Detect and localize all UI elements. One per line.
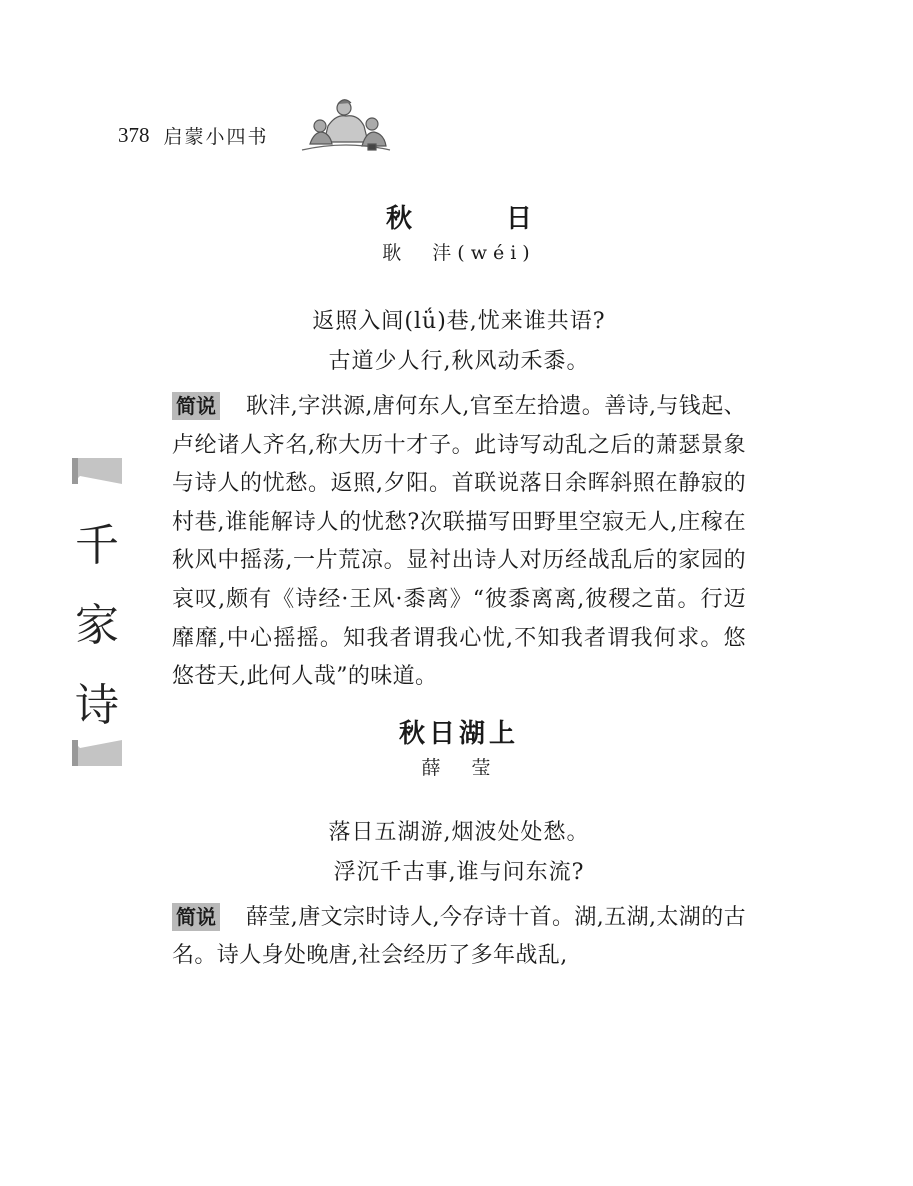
- poem-author: 耿 沣(wéi): [382, 242, 536, 264]
- poem-verse: 古道少人行,秋风动禾黍。: [328, 349, 590, 374]
- side-tab-top-bar: [72, 458, 122, 484]
- side-tab-bottom-bar: [72, 740, 122, 766]
- poem-title: 秋日湖上: [398, 718, 519, 749]
- commentary-paragraph: [172, 388, 746, 697]
- side-tab-char: 家: [75, 600, 119, 651]
- side-tab-char: 千: [75, 520, 119, 571]
- poem-title: 秋 日: [385, 204, 566, 234]
- poem-verse: 落日五湖游,烟波处处愁。: [328, 819, 590, 845]
- commentary-paragraph: [172, 899, 746, 976]
- page-number: 378: [118, 122, 150, 147]
- commentary-text: 薛莹,唐文宗时诗人,今存诗十首。湖,五湖,太湖的古名。诗人身处晚唐,社会经历了多年战乱,: [172, 904, 746, 969]
- page-header: [118, 120, 269, 150]
- commentary-text: 耿沣,字洪源,唐何东人,官至左拾遗。善诗,与钱起、卢纶诸人齐名,称大历十才子。此诗写动乱之后的萧瑟景象与诗人的忧愁。返照,夕阳。首联说落日余晖斜照在静寂的村巷,谁能解诗人的忧愁?次联描写田野里空寂无人,庄稼在秋风中摇荡,一片荒凉。显衬出诗人对历经战乱后的家园的哀叹,颇有《诗经·王风·黍离》“彼黍离离,彼稷之苗。行迈靡靡,中心摇摇。知我者谓我心忧,不知我者谓我何求。悠悠苍天,此何人哉”的味道。: [172, 394, 746, 690]
- section-side-tab: [72, 458, 124, 770]
- side-tab-char: 诗: [75, 680, 119, 731]
- commentary-tag: 简说: [172, 903, 220, 931]
- book-title: 启蒙小四书: [163, 125, 269, 148]
- poem-verse: 返照入闾(lǘ)巷,忧来谁共语?: [312, 309, 606, 334]
- commentary-tag: 简说: [172, 392, 220, 420]
- header-illustration: [298, 96, 394, 158]
- poem-author: 薛 莹: [421, 756, 497, 779]
- page-content: [172, 200, 746, 976]
- poem-verse: 浮沉千古事,谁与问东流?: [333, 859, 585, 885]
